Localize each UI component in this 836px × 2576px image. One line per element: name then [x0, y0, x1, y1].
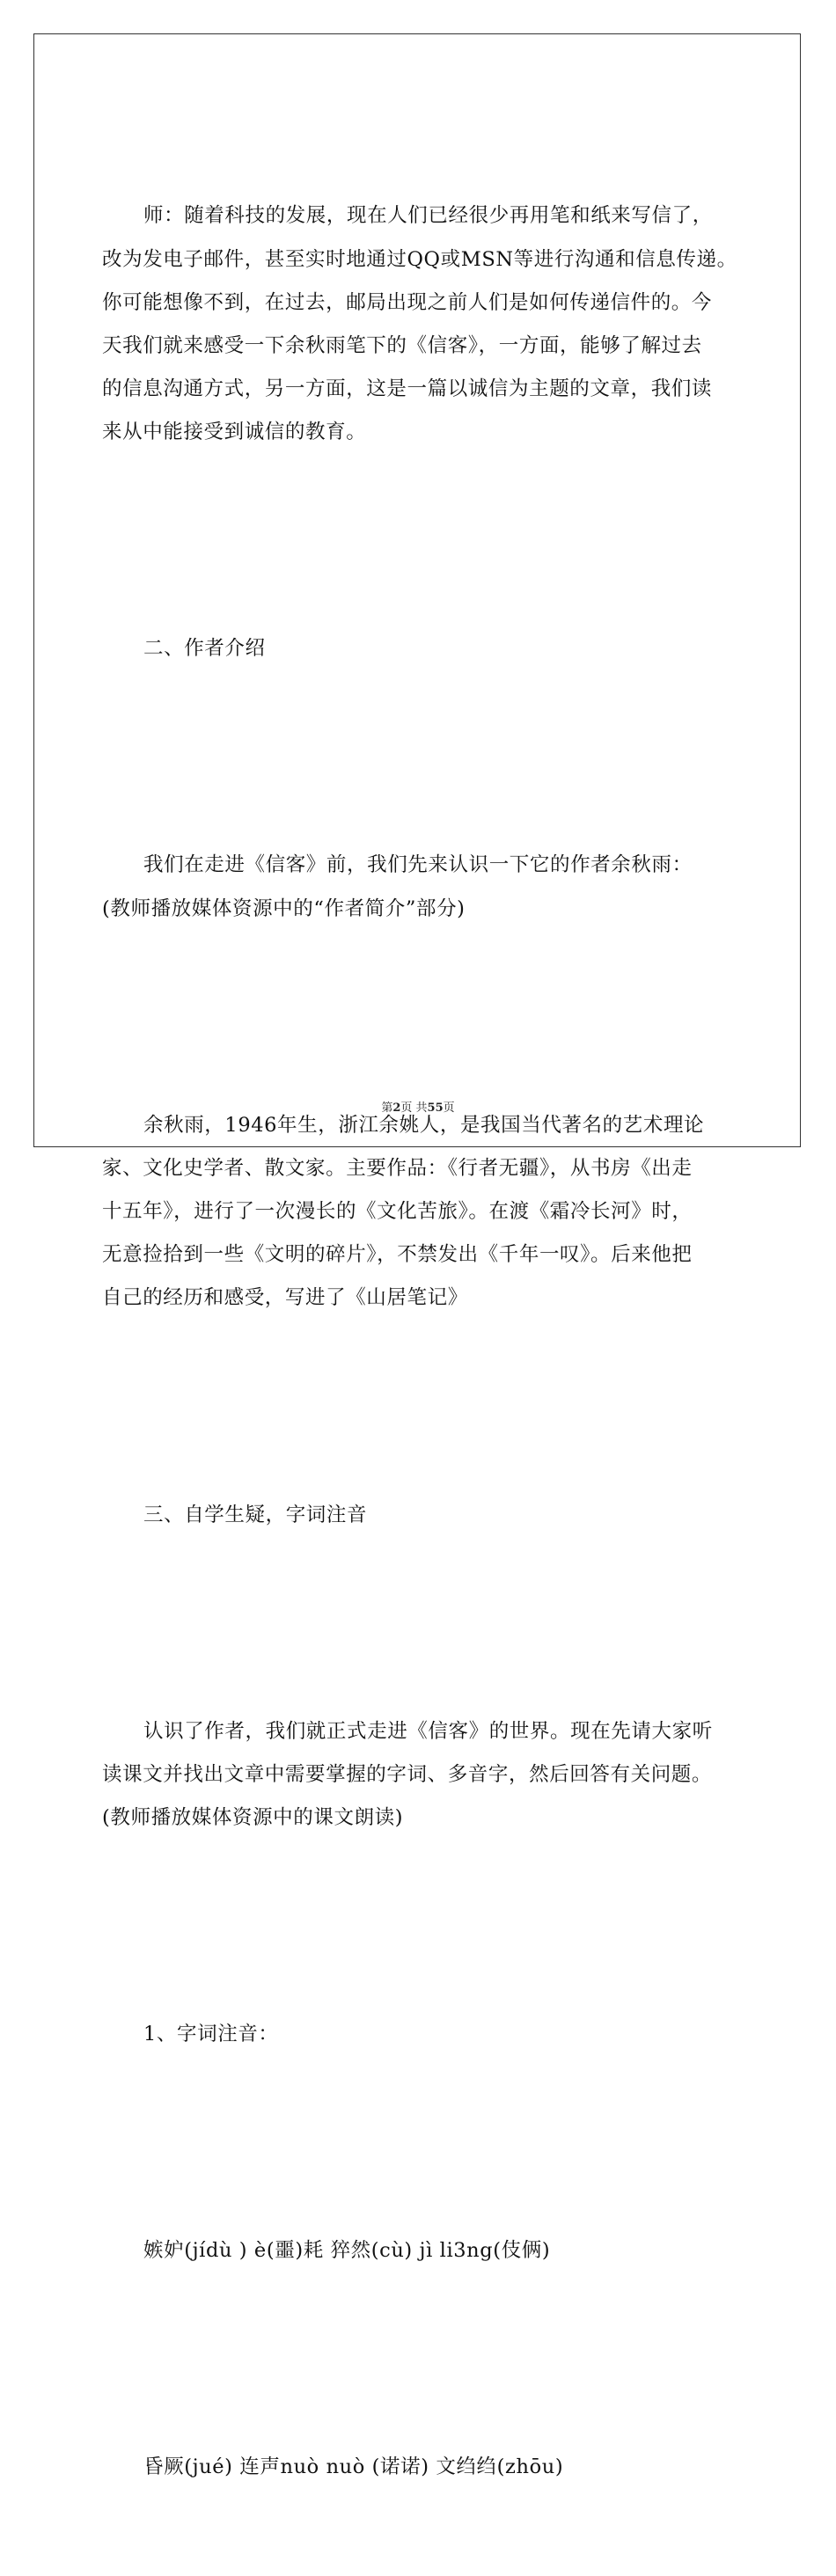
text-line: 师：随着科技的发展，现在人们已经很少再用笔和纸来写信了， — [143, 204, 713, 228]
text-line: 1、字词注音： — [143, 2022, 279, 2045]
section-heading-author — [102, 541, 737, 757]
text-line: 自己的经历和感受，写进了《山居笔记》 — [102, 1286, 468, 1310]
text-line: 认识了作者，我们就正式走进《信客》的世界。现在先请大家听 — [143, 1719, 713, 1743]
paragraph-author-bio — [102, 1017, 737, 1407]
paragraph-intro — [102, 108, 737, 541]
text-line: (教师播放媒体资源中的“作者简介”部分) — [102, 896, 466, 920]
text-line: 改为发电子邮件，甚至实时地通过QQ或MSN等进行沟通和信息传递。 — [102, 247, 737, 271]
text-line: 嫉妒(jídù ) è(噩)耗 猝然(cù) jì li3ng(伎俩) — [143, 2238, 551, 2262]
current-page-number: 2 — [392, 1101, 401, 1115]
footer-middle: 页 共 — [400, 1101, 428, 1115]
text-line: 天我们就来感受一下余秋雨笔下的《信客》，一方面，能够了解过去 — [102, 334, 702, 358]
text-line: 十五年》，进行了一次漫长的《文化苦旅》。在渡《霜冷长河》时， — [102, 1200, 693, 1224]
text-line: 你可能想像不到，在过去，邮局出现之前人们是如何传递信件的。今 — [102, 290, 713, 314]
section-heading-self-study — [102, 1407, 737, 1623]
footer-prefix: 第 — [381, 1101, 393, 1115]
footer-suffix: 页 — [443, 1101, 455, 1115]
paragraph-author-intro — [102, 757, 737, 1017]
text-line: 的信息沟通方式，另一方面，这是一篇以诚信为主题的文章，我们读 — [102, 377, 713, 401]
paragraph-self-study — [102, 1623, 737, 1926]
text-line: 读课文并找出文章中需要掌握的字词、多音字，然后回答有关问题。 — [102, 1762, 713, 1786]
text-line: 我们在走进《信客》前，我们先来认识一下它的作者余秋雨： — [143, 853, 693, 877]
page-number-footer — [0, 1098, 836, 1115]
total-page-number: 55 — [427, 1101, 444, 1115]
text-line: 来从中能接受到诚信的教育。 — [102, 421, 367, 444]
text-line: 三、自学生疑，字词注音 — [143, 1503, 368, 1526]
subheading-vocabulary — [102, 1927, 737, 2143]
document-body — [102, 108, 737, 2576]
text-line: (教师播放媒体资源中的课文朗读) — [102, 1805, 404, 1829]
text-line: 无意捡拾到一些《文明的碎片》，不禁发出《千年一叹》。后来他把 — [102, 1243, 693, 1267]
text-line: 昏厥(jué) 连声nuò nuò (诺诺) 文绉绉(zhōu) — [143, 2455, 564, 2478]
vocabulary-line-1 — [102, 2143, 737, 2360]
text-line: 家、文化史学者、散文家。主要作品：《行者无疆》，从书房《出走 — [102, 1156, 693, 1180]
text-line: 二、作者介绍 — [143, 637, 266, 661]
vocabulary-line-2 — [102, 2360, 737, 2576]
text-line: 余秋雨，1946年生，浙江余姚人，是我国当代著名的艺术理论 — [143, 1113, 705, 1137]
